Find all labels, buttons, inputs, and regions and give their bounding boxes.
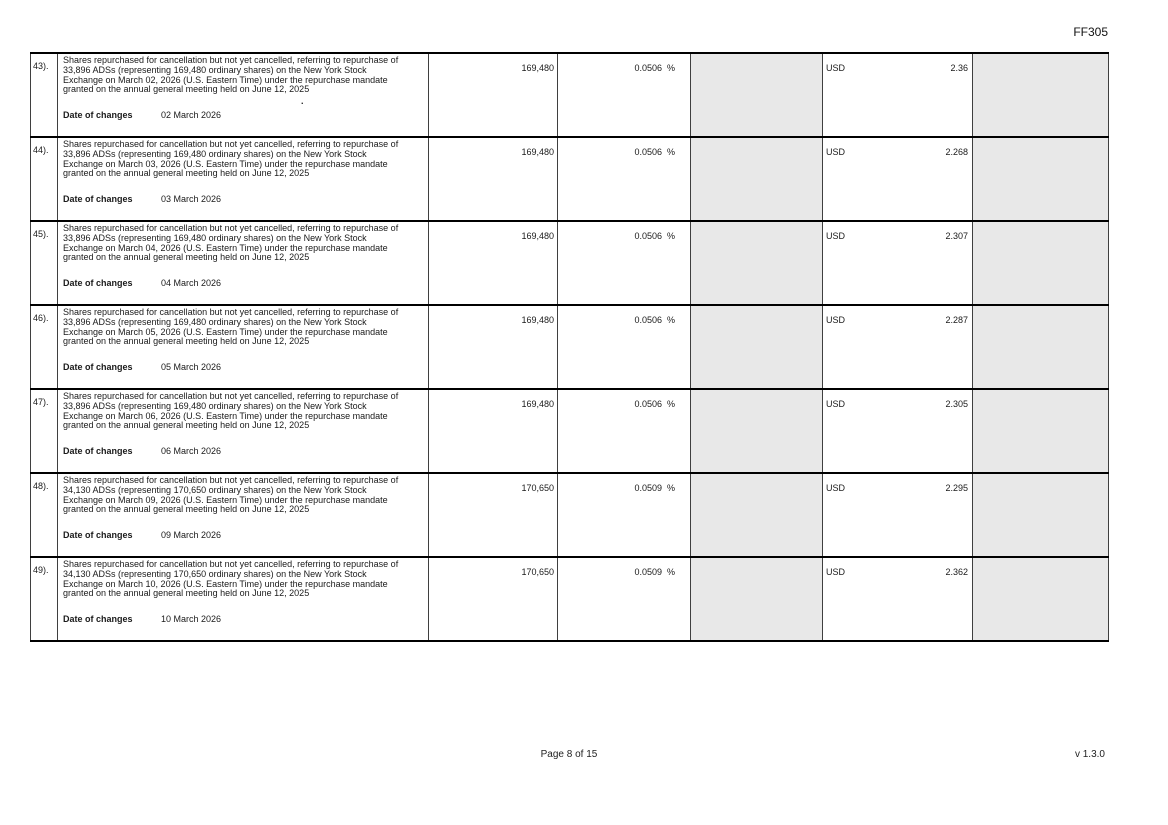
table-row [31,53,1109,137]
percentage-value: 0.0509 [634,567,662,577]
blank-shaded-cell-right [973,557,1109,641]
row-number: 44). [31,137,58,221]
date-of-changes-value: 09 March 2026 [161,530,222,541]
percent-symbol: % [666,567,675,577]
blank-shaded-cell-left [691,305,823,389]
currency-code: USD [826,399,846,409]
date-of-changes-row [63,110,420,120]
percentage-cell [558,137,691,221]
percent-symbol: % [666,483,675,493]
percent-symbol: % [666,147,675,157]
percentage-value: 0.0509 [634,483,662,493]
blank-shaded-cell-left [691,389,823,473]
date-of-changes-label: Date of changes [63,362,133,373]
percent-symbol: % [666,231,675,241]
percentage-value: 0.0506 [634,315,662,325]
price-value: 2.307 [945,231,968,241]
blank-shaded-cell-left [691,137,823,221]
price-cell-content [826,315,968,325]
row-number: 45). [31,221,58,305]
row-description: Shares repurchased for cancellation but not yet cancelled, referring to repurchase of 33,896 ADSs (representing 169,480 ordinary shares) on the New York Stock Exchange on March 02, 2026 (U.S. Eastern Time) under the repurchase mandate granted on the annual general meeting held on June 12, 2025 [63,55,399,95]
currency-code: USD [826,231,846,241]
price-value: 2.268 [945,147,968,157]
row-description-cell [58,53,429,137]
shares-count-cell: 169,480 [429,53,558,137]
price-cell [823,473,973,557]
price-cell [823,557,973,641]
price-cell-content [826,399,968,409]
row-description-cell [58,473,429,557]
currency-code: USD [826,483,846,493]
percent-symbol: % [666,63,675,73]
percentage-cell [558,53,691,137]
row-description: Shares repurchased for cancellation but not yet cancelled, referring to repurchase of 33,896 ADSs (representing 169,480 ordinary shares) on the New York Stock Exchange on March 06, 2026 (U.S. Eastern Time) under the repurchase mandate granted on the annual general meeting held on June 12, 2025 [63,391,399,431]
price-value: 2.362 [945,567,968,577]
date-of-changes-value: 06 March 2026 [161,446,222,457]
table-row [31,557,1109,641]
price-cell [823,305,973,389]
date-of-changes-value: 04 March 2026 [161,278,222,289]
currency-code: USD [826,567,846,577]
row-description: Shares repurchased for cancellation but not yet cancelled, referring to repurchase of 33,896 ADSs (representing 169,480 ordinary shares) on the New York Stock Exchange on March 04, 2026 (U.S. Eastern Time) under the repurchase mandate granted on the annual general meeting held on June 12, 2025 [63,223,399,263]
shares-count-cell: 169,480 [429,137,558,221]
date-of-changes-label: Date of changes [63,614,133,625]
currency-code: USD [826,63,846,73]
date-of-changes-value: 03 March 2026 [161,194,222,205]
table-row [31,221,1109,305]
price-cell [823,389,973,473]
price-cell-content [826,63,968,73]
repurchase-table-body [31,53,1109,641]
date-of-changes-row [63,614,420,624]
row-description-cell [58,557,429,641]
currency-code: USD [826,147,846,157]
blank-shaded-cell-right [973,305,1109,389]
row-description-cell [58,137,429,221]
percentage-value: 0.0506 [634,63,662,73]
row-number: 43). [31,53,58,137]
percentage-cell [558,473,691,557]
version-label: v 1.3.0 [1074,749,1105,760]
repurchase-table [30,52,1109,642]
price-cell [823,221,973,305]
blank-shaded-cell-right [973,221,1109,305]
price-cell-content [826,483,968,493]
row-number: 47). [31,389,58,473]
date-of-changes-value: 02 March 2026 [161,110,222,121]
table-row [31,137,1109,221]
percentage-value: 0.0506 [634,399,662,409]
date-of-changes-row [63,194,420,204]
percentage-cell [558,389,691,473]
date-of-changes-label: Date of changes [63,110,133,121]
currency-code: USD [826,315,846,325]
row-number: 49). [31,557,58,641]
price-cell [823,137,973,221]
date-of-changes-value: 05 March 2026 [161,362,222,373]
price-cell-content [826,147,968,157]
shares-count-cell: 169,480 [429,221,558,305]
price-value: 2.36 [950,63,968,73]
shares-count-cell: 170,650 [429,473,558,557]
form-code-label: FF305 [1073,25,1108,39]
row-description-cell [58,221,429,305]
price-value: 2.287 [945,315,968,325]
row-number: 46). [31,305,58,389]
table-row [31,473,1109,557]
date-of-changes-row [63,278,420,288]
date-of-changes-row [63,446,420,456]
blank-shaded-cell-left [691,53,823,137]
percentage-value: 0.0506 [634,231,662,241]
shares-count-cell: 169,480 [429,305,558,389]
row-description: Shares repurchased for cancellation but not yet cancelled, referring to repurchase of 33,896 ADSs (representing 169,480 ordinary shares) on the New York Stock Exchange on March 03, 2026 (U.S. Eastern Time) under the repurchase mandate granted on the annual general meeting held on June 12, 2025 [63,139,399,179]
table-row [31,305,1109,389]
date-of-changes-row [63,362,420,372]
row-description: Shares repurchased for cancellation but not yet cancelled, referring to repurchase of 33,896 ADSs (representing 169,480 ordinary shares) on the New York Stock Exchange on March 05, 2026 (U.S. Eastern Time) under the repurchase mandate granted on the annual general meeting held on June 12, 2025 [63,307,399,347]
shares-count-cell: 170,650 [429,557,558,641]
date-of-changes-row [63,530,420,540]
blank-shaded-cell-left [691,557,823,641]
percentage-cell [558,305,691,389]
percent-symbol: % [666,399,675,409]
percent-symbol: % [666,315,675,325]
row-description: Shares repurchased for cancellation but not yet cancelled, referring to repurchase of 34,130 ADSs (representing 170,650 ordinary shares) on the New York Stock Exchange on March 10, 2026 (U.S. Eastern Time) under the repurchase mandate granted on the annual general meeting held on June 12, 2025 [63,559,399,599]
price-value: 2.305 [945,399,968,409]
blank-shaded-cell-right [973,389,1109,473]
blank-shaded-cell-left [691,473,823,557]
blank-shaded-cell-right [973,53,1109,137]
row-number: 48). [31,473,58,557]
price-value: 2.295 [945,483,968,493]
percentage-value: 0.0506 [634,147,662,157]
date-of-changes-label: Date of changes [63,530,133,541]
row-description-cell [58,305,429,389]
price-cell-content [826,231,968,241]
page-indicator: Page 8 of 15 [540,749,598,760]
percentage-cell [558,557,691,641]
percentage-cell [558,221,691,305]
blank-shaded-cell-right [973,137,1109,221]
table-row [31,389,1109,473]
row-description-cell [58,389,429,473]
price-cell-content [826,567,968,577]
date-of-changes-value: 10 March 2026 [161,614,222,625]
blank-shaded-cell-right [973,473,1109,557]
price-cell [823,53,973,137]
stray-period-mark: . [301,96,304,106]
shares-count-cell: 169,480 [429,389,558,473]
blank-shaded-cell-left [691,221,823,305]
row-description: Shares repurchased for cancellation but not yet cancelled, referring to repurchase of 34,130 ADSs (representing 170,650 ordinary shares) on the New York Stock Exchange on March 09, 2026 (U.S. Eastern Time) under the repurchase mandate granted on the annual general meeting held on June 12, 2025 [63,475,399,515]
date-of-changes-label: Date of changes [63,194,133,205]
date-of-changes-label: Date of changes [63,446,133,457]
date-of-changes-label: Date of changes [63,278,133,289]
